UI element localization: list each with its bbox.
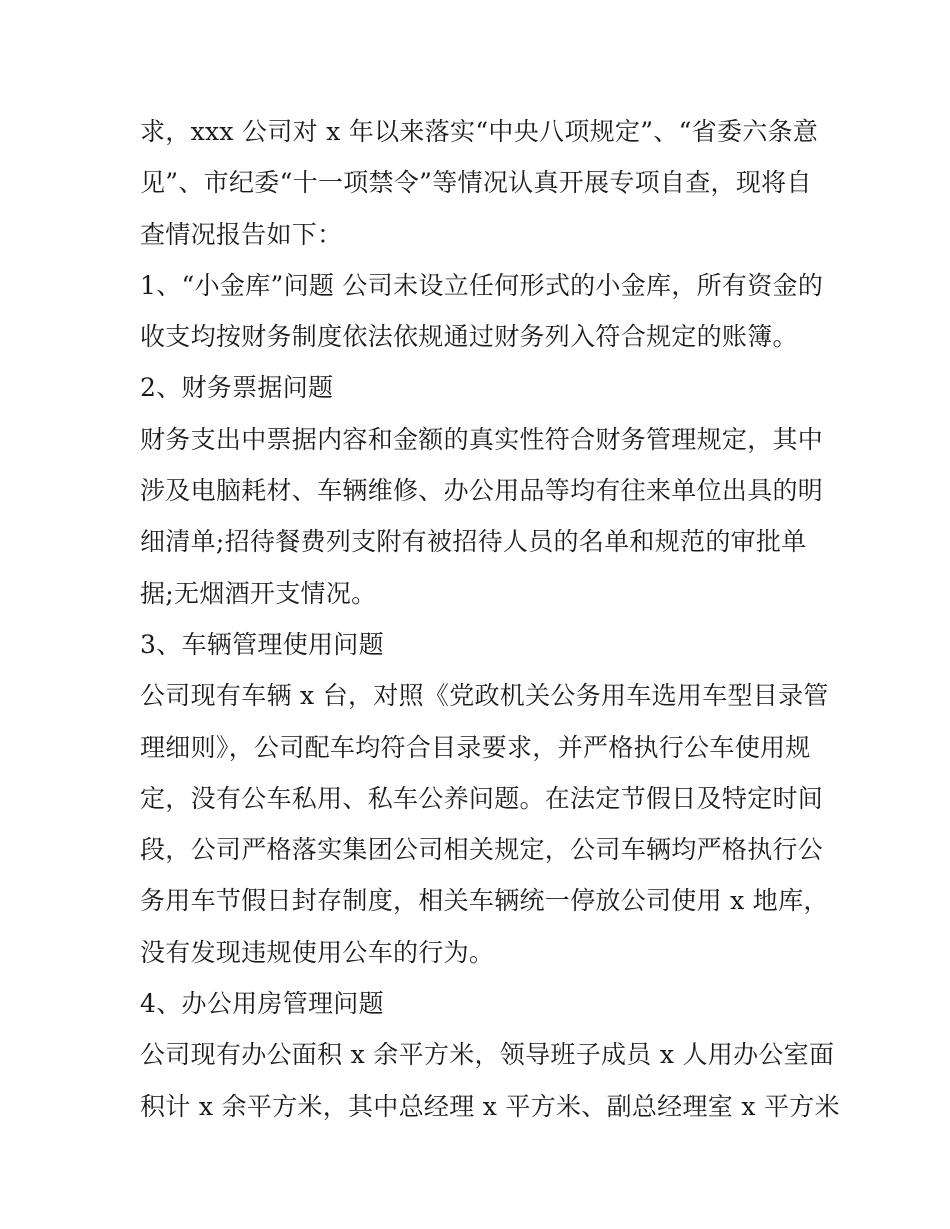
section-heading-4: 4、办公用房管理问题 bbox=[140, 989, 384, 1019]
text-line: 涉及电脑耗材、车辆维修、办公用品等均有往来单位出具的明 bbox=[140, 476, 824, 506]
text-line: 财务支出中票据内容和金额的真实性符合财务管理规定，其中 bbox=[140, 424, 824, 454]
text-line: 公司现有车辆 x 台，对照《党政机关公务用车选用车型目录管 bbox=[140, 681, 829, 711]
text-line: 定，没有公车私用、私车公养问题。在法定节假日及特定时间 bbox=[140, 783, 824, 813]
section-heading-2: 2、财务票据问题 bbox=[140, 373, 334, 403]
text-line: 求，xxx 公司对 x 年以来落实“中央八项规定”、“省委六条意 bbox=[140, 117, 819, 146]
text-line: 段，公司严格落实集团公司相关规定，公司车辆均严格执行公 bbox=[140, 835, 824, 865]
document-body bbox=[140, 106, 840, 1132]
text-line: 没有发现违规使用公车的行为。 bbox=[140, 937, 495, 967]
section-heading-3: 3、车辆管理使用问题 bbox=[140, 629, 384, 659]
text-line: 公司现有办公面积 x 余平方米，领导班子成员 x 人用办公室面 bbox=[140, 1040, 835, 1070]
text-line: 据;无烟酒开支情况。 bbox=[140, 578, 377, 608]
text-line: 收支均按财务制度依法依规通过财务列入符合规定的账簿。 bbox=[140, 322, 798, 352]
text-line: 积计 x 余平方米，其中总经理 x 平方米、副总经理室 x 平方米 bbox=[140, 1091, 840, 1121]
text-line: 理细则》，公司配车均符合目录要求，并严格执行公车使用规 bbox=[140, 732, 811, 762]
text-line: 细清单;招待餐费列支附有被招待人员的名单和规范的审批单 bbox=[140, 527, 807, 557]
text-line: 务用车节假日封存制度，相关车辆统一停放公司使用 x 地库， bbox=[140, 886, 829, 916]
section-heading-1: 1、“小金库”问题 公司未设立任何形式的小金库，所有资金的 bbox=[140, 270, 824, 300]
text-line: 见”、市纪委“十一项禁令”等情况认真开展专项自查，现将自 bbox=[140, 168, 812, 198]
text-line: 查情况报告如下： bbox=[140, 219, 343, 249]
